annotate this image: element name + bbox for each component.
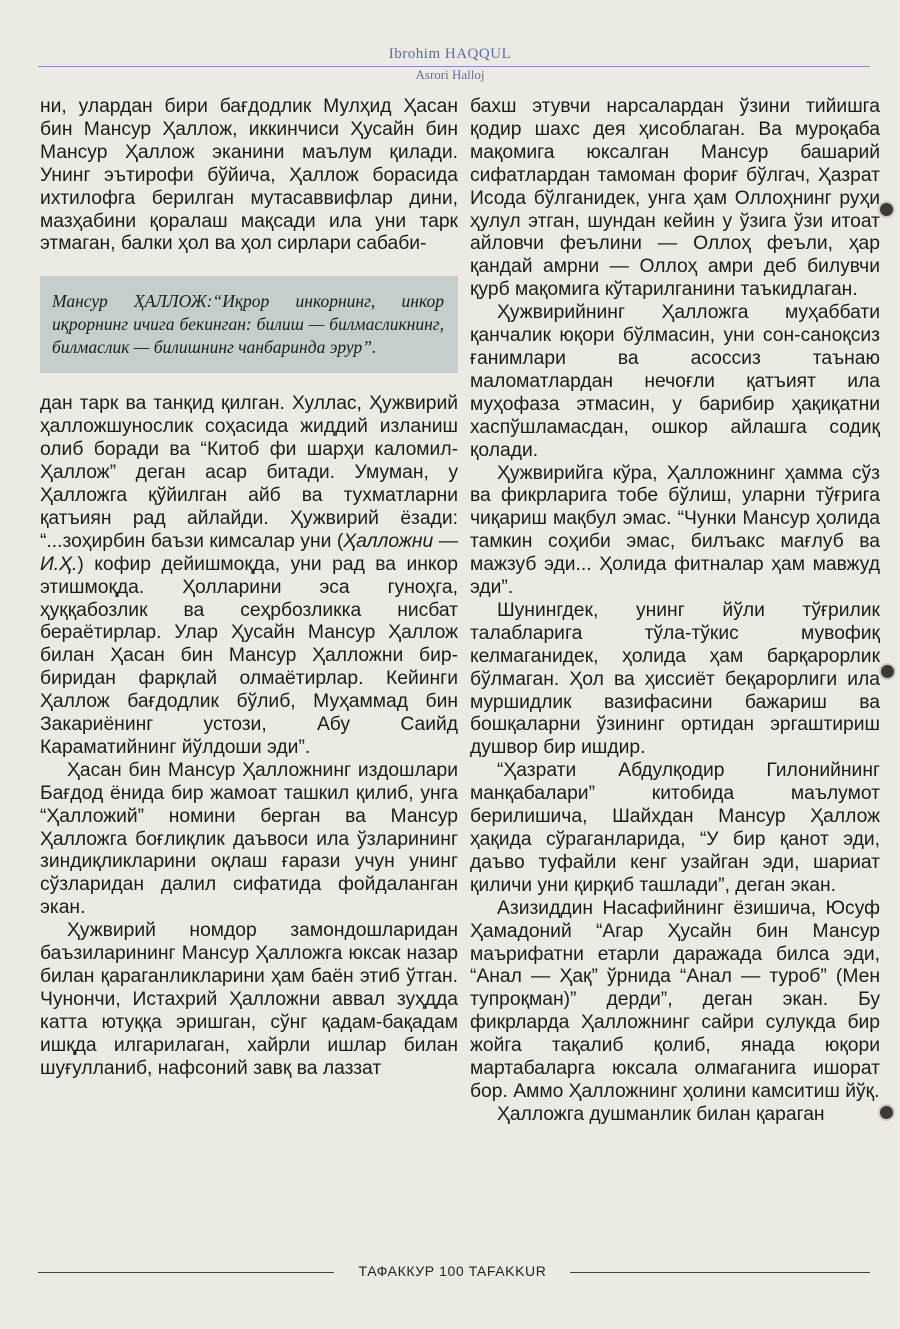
left-paragraph-1: ни, улардан бири бағдодлик Мулҳид Ҳасан бин Мансур Ҳаллож, иккинчиси Ҳусайн бин Мансур Ҳаллож эканини маълум қилади. Унинг эътирофи бўйича, Ҳаллож борасида ихтилофга берилган мутасаввифлар дини, мазҳабини қоралаш мақсади ила уни тарк этмаган, балки ҳол ва ҳол сирлари сабаби- (40, 96, 458, 255)
pull-quote-box (40, 276, 458, 373)
left-paragraph-4: Ҳужвирий номдор замондошларидан баъзиларининг Мансур Ҳалложга юксак назар билан қараганликларини ҳам баён этиб ўтган. Чунончи, Истахрий Ҳалложни аввал зуҳдда катта ютуққа эришган, сўнг қадам-бақадам ишқда илгарилаган, хайрли ишлар билан шуғулланиб, нафсоний завқ ва лаззат (40, 920, 458, 1079)
right-paragraph-1: бахш этувчи нарсалардан ўзини тийишга қодир шахс дея ҳисоблаган. Ва муроқаба мақомига юксалган Мансур башарий сифатлардан тамоман фориғ бўлгач, Ҳазрат Исода бўлганидек, унга ҳам Оллоҳнинг руҳи ҳулул этган, шундан кейин у ўзига ўзи итоат айловчи феълини — Оллоҳ феъли, ҳар қандай амрни — Оллоҳ амри деб билувчи қурб мақомига кўтарилганини таъкидлаган. (470, 96, 880, 301)
right-paragraph-6: Азизиддин Насафийнинг ёзишича, Юсуф Ҳамадоний “Агар Ҳусайн бин Мансур маърифатни етарли даражада билса эди, “Анал — Ҳақ” ўрнида “Анал — туроб” (Мен тупроқман)” дерди”, деган экан. Бу фикрларда Ҳалложнинг сайри сулукда бир жойга тақалиб қолиб, янада юқори мартабаларга юксала олмаганига ишорат бор. Аммо Ҳалложнинг ҳолини камситиш йўқ. (470, 897, 880, 1102)
left-paragraph-2 (40, 393, 458, 760)
right-paragraph-2: Ҳужвирийнинг Ҳалложга муҳаббати қанчалик юқори бўлмасин, уни сон-саноқсиз ғанимлари ва асоссиз таънаю маломатлардан нечоғли қатъият ила муҳофаза этмасин, у барибир ҳақиқатни хаспўшламасдан, ошкор айлашга содиқ қолади. (470, 302, 880, 461)
left-paragraph-2-end: ) кофир дейишмоқда, уни рад ва инкор этишмоқда. Ҳолларини эса гуноҳга, ҳуққабозлик ва сеҳрбозликка нисбат бераётирлар. Улар Ҳусайн Мансур Ҳаллож билан Ҳасан бин Мансур Ҳалложни бир-биридан фарқлай олмаётирлар. Кейинги Ҳаллож бағдодлик бўлиб, Муҳаммад бин Закариёнинг устози, Абу Саийд Караматийнинг йўлдоши эди”. (40, 553, 458, 758)
header-title: Asrori Halloj (415, 67, 485, 82)
left-paragraph-3: Ҳасан бин Мансур Ҳалложнинг издошлари Бағдод ёнида бир жамоат ташкил қилиб, унга “Ҳалложий” номини берган ва Мансур Ҳалложга боғлиқлик даъвоси ила ўзларининг зиндиқликларини оқлаш ғарази учун унинг сўзларидан далил сифатида фойдаланган экан. (40, 759, 458, 919)
editor-note: Ҳалложни — И.Ҳ. (40, 530, 458, 575)
binding-hole-2 (881, 665, 894, 678)
page-footer (0, 1262, 900, 1282)
running-header (0, 46, 900, 82)
left-paragraph-2-start: дан тарк ва танқид қилган. Хуллас, Ҳужвирий ҳалложшунослик соҳасида жиддий изланиш олиб боради ва “Китоб фи шарҳи каломил-Ҳаллож” деган асар битади. Умуман, у Ҳалложга қўйилган айб ва тухматларни қатъиян рад айлайди. Ҳужвирий ёзади: “...зоҳирбин баъзи кимсалар уни ( (40, 393, 458, 552)
pull-quote-text: Мансур ҲАЛЛОЖ:“Иқрор инкорнинг, инкор иқрорнинг ичига бекинган: билиш — билмасликнинг, билмаслик — билишнинг чанбаринда эрур”. (52, 291, 444, 358)
right-paragraph-7: Ҳалложга душманлик билан қараган (497, 1103, 825, 1125)
right-paragraph-4: Шунингдек, унинг йўли тўғрилик талабларига тўла-тўкис мувофиқ келмаганидек, ҳолида ҳам барқарорлик бўлмаган. Ҳол ва ҳиссиёт беқарорлиги ила муршидлик вазифасини бажариш ва бошқаларни ўзининг ортидан эргаштириш душвор бир ишдир. (470, 599, 880, 759)
right-paragraph-5: “Ҳазрати Абдулқодир Гилонийнинг манқабалари” китобида маълумот берилишича, Шайхдан Мансур Ҳаллож ҳақида сўраганларида, “У бир қанот эди, даъво туфайли кенг узайган эди, шариат қиличи уни қирқиб ташлади”, деган экан. (470, 760, 880, 896)
left-column (40, 96, 458, 1081)
right-paragraph-3: Ҳужвирийга кўра, Ҳалложнинг ҳамма сўз ва фикрларига тобе бўлиш, уларни тўғрига чиқариш мақбул эмас. “Чунки Мансур ҳолида тамкин соҳиби эмас, билъакс мағлуб ва мажзуб эди... Ҳолида фитналар ҳам мавжуд эди”. (470, 462, 880, 599)
right-column (470, 96, 880, 1127)
footer-rule-right (570, 1272, 870, 1273)
header-author: Ibrohim HAQQUL (388, 46, 512, 62)
binding-hole-3 (880, 1106, 893, 1119)
binding-hole-1 (880, 203, 893, 216)
header-rule (38, 66, 870, 67)
footer-rule-left (38, 1272, 334, 1273)
footer-page-label: ТАФАККУР 100 TAFAKKUR (358, 1263, 547, 1279)
